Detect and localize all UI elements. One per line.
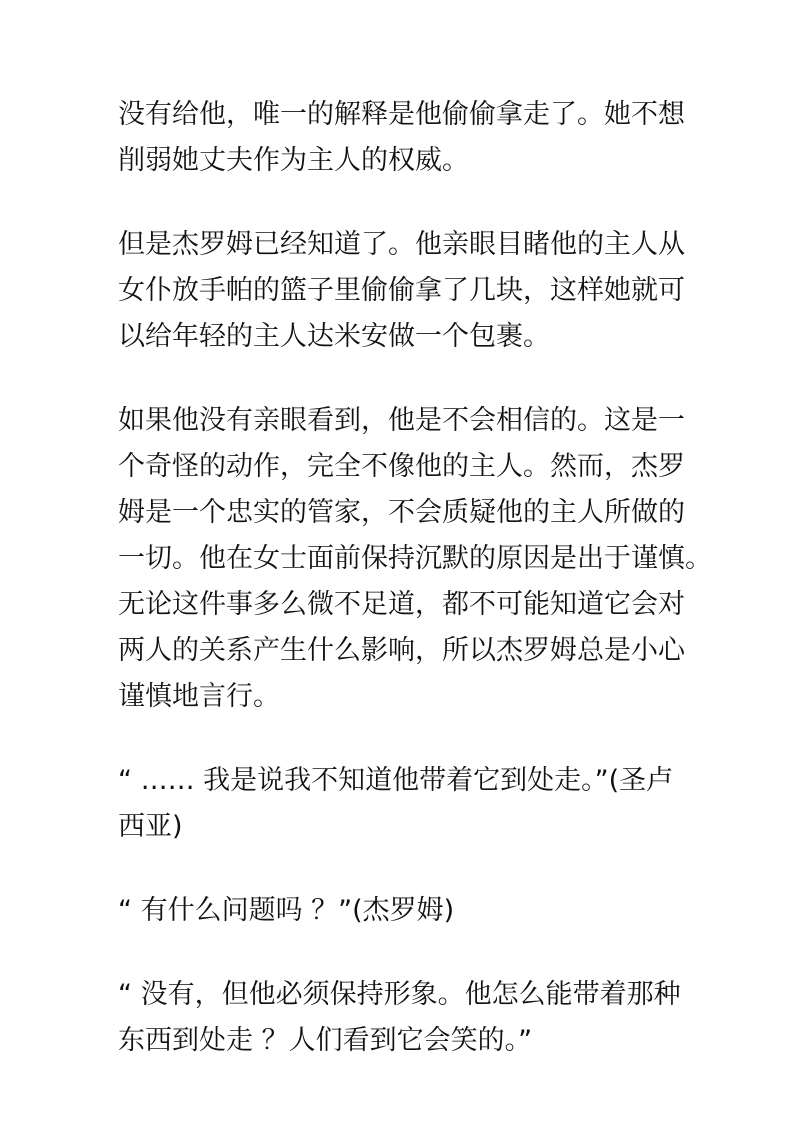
paragraph — [118, 398, 712, 720]
text-line: “ 没有，但他必须保持形象。他怎么能带着那种 — [118, 979, 681, 1010]
text-line: 以给年轻的主人达米安做一个包裹。 — [118, 321, 550, 352]
text-line: 无论这件事多么微不足道，都不可能知道它会对 — [118, 589, 685, 620]
text-line: 姆是一个忠实的管家，不会质疑他的主人所做的 — [118, 497, 685, 528]
paragraph — [118, 888, 688, 934]
paragraph — [118, 972, 688, 1064]
text-line: 个奇怪的动作，完全不像他的主人。然而，杰罗 — [118, 451, 685, 482]
text-line: 削弱她丈夫作为主人的权威。 — [118, 145, 469, 176]
text-line: 两人的关系产生什么影响，所以杰罗姆总是小心 — [118, 635, 685, 666]
paragraph — [118, 758, 688, 850]
text-line: “ …… 我是说我不知道他带着它到处走。”(圣卢 — [118, 765, 674, 796]
text-line: 但是杰罗姆已经知道了。他亲眼目睹他的主人从 — [118, 229, 685, 260]
text-line: 谨慎地言行。 — [118, 681, 280, 712]
text-line: 西亚) — [118, 811, 183, 842]
text-line: 一切。他在女士面前保持沉默的原因是出于谨慎。 — [118, 543, 712, 574]
document-body — [118, 92, 712, 1102]
text-line: 没有给他，唯一的解释是他偷偷拿走了。她不想 — [118, 99, 685, 130]
text-line: 如果他没有亲眼看到，他是不会相信的。这是一 — [118, 405, 685, 436]
text-line: 女仆放手帕的篮子里偷偷拿了几块，这样她就可 — [118, 275, 685, 306]
text-line: “ 有什么问题吗 ？”(杰罗姆) — [118, 895, 455, 926]
text-line: 东西到处走 ？人们看到它会笑的。” — [118, 1025, 533, 1056]
paragraph — [118, 222, 688, 360]
paragraph — [118, 92, 688, 184]
